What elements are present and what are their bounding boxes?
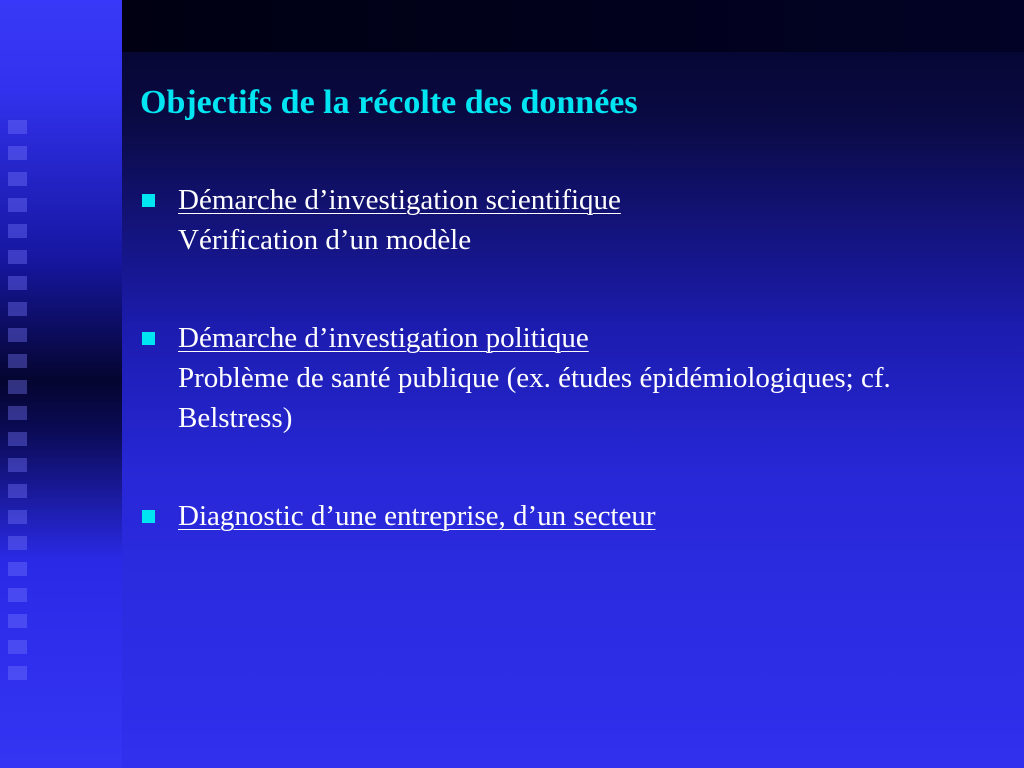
left-decorative-panel — [0, 0, 122, 768]
square-bullet-icon — [142, 194, 155, 207]
square-bullet-icon — [142, 510, 155, 523]
bullet-item-political — [140, 318, 1010, 438]
decorative-squares — [8, 120, 27, 680]
slide-title: Objectifs de la récolte des données — [140, 84, 638, 121]
top-dark-band — [122, 0, 1024, 52]
bullet-item-diagnostic — [140, 496, 1010, 536]
bullet-heading: Démarche d’investigation scientifique — [178, 184, 621, 216]
bullet-heading: Diagnostic d’une entreprise, d’un secteur — [178, 500, 656, 532]
bullet-detail: Problème de santé publique (ex. études épidémiologiques; cf. Belstress) — [178, 362, 891, 434]
square-bullet-icon — [142, 332, 155, 345]
bullet-detail: Vérification d’un modèle — [178, 224, 472, 256]
bullet-heading: Démarche d’investigation politique — [178, 322, 589, 354]
bullet-item-scientific — [140, 180, 1010, 260]
bullet-list — [140, 180, 1010, 536]
